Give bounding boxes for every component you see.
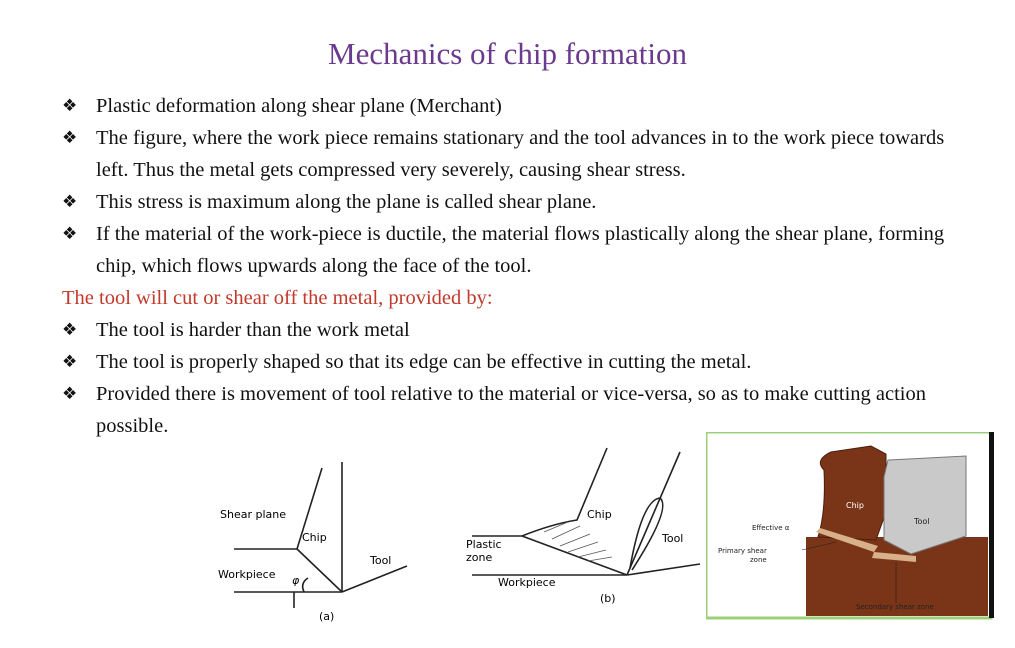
diamond-bullet-icon: ❖ [62, 320, 78, 340]
label-secondary: Secondary shear zone [856, 603, 934, 611]
label-tool: Tool [370, 554, 392, 567]
diamond-bullet-icon: ❖ [62, 192, 78, 212]
caption-b: (b) [600, 592, 616, 605]
diamond-bullet-icon: ❖ [62, 224, 78, 244]
chip-curl [630, 498, 663, 570]
condition-text: The tool is harder than the work metal [96, 319, 410, 341]
label-phi: φ [292, 574, 300, 587]
shear-plane-line [522, 536, 627, 575]
label-workpiece: Workpiece [498, 576, 556, 589]
provided-by-heading: The tool will cut or shear off the metal, provided by: [62, 287, 493, 309]
condition-text: Provided there is movement of tool relative to the material or vice-versa, so as to make cutting action possible. [96, 383, 926, 437]
label-tool: Tool [914, 517, 930, 526]
bullet-item [62, 90, 972, 122]
label-shear-plane: Shear plane [220, 508, 286, 521]
figure-c [706, 432, 996, 625]
figure-b [462, 440, 702, 630]
label-chip: Chip [846, 501, 864, 510]
chip-outline [522, 448, 607, 536]
slide-title: Mechanics of chip formation [328, 36, 687, 71]
plastic-zone-hatch [544, 522, 612, 561]
figure-b-diagram [462, 440, 702, 625]
phi-arc [303, 578, 308, 592]
figure-c-diagram [706, 432, 996, 620]
chip-body [818, 446, 886, 540]
label-workpiece: Workpiece [218, 568, 276, 581]
diamond-bullet-icon: ❖ [62, 352, 78, 372]
condition-item [62, 314, 972, 346]
tool-body [884, 456, 966, 554]
label-tool: Tool [662, 532, 684, 545]
diamond-bullet-icon: ❖ [62, 384, 78, 404]
figure-a-diagram [212, 440, 457, 625]
bullet-text: This stress is maximum along the plane is called shear plane. [96, 191, 597, 213]
label-primary-zone: zone [750, 556, 767, 564]
bullet-text: The figure, where the work piece remains stationary and the tool advances in to the work piece towards left. Thus the metal gets compressed very severely, causing shear stress. [96, 127, 945, 181]
label-plastic: Plastic [466, 538, 502, 551]
label-effective: Effective α [752, 524, 790, 532]
bullet-item [62, 218, 972, 282]
bullet-item [62, 122, 972, 186]
tool-flank [627, 564, 700, 575]
figure-a [212, 440, 457, 630]
bullet-text: Plastic deformation along shear plane (Merchant) [96, 95, 502, 117]
label-zone: zone [466, 551, 493, 564]
tool-flank [342, 566, 407, 592]
diamond-bullet-icon: ❖ [62, 96, 78, 116]
condition-text: The tool is properly shaped so that its edge can be effective in cutting the metal. [96, 351, 752, 373]
caption-a: (a) [319, 610, 335, 623]
slide-content [62, 90, 972, 442]
label-primary: Primary shear [718, 547, 767, 555]
frame-edge [989, 432, 994, 618]
diamond-bullet-icon: ❖ [62, 128, 78, 148]
label-chip: Chip [302, 531, 327, 544]
shear-plane-line [297, 549, 342, 592]
tool-rake-face [627, 452, 680, 575]
bullet-item [62, 186, 972, 218]
label-chip: Chip [587, 508, 612, 521]
bullet-text: If the material of the work-piece is ductile, the material flows plastically along the shear plane, forming chip, which flows upwards along the face of the tool. [96, 223, 945, 277]
condition-item [62, 346, 972, 378]
